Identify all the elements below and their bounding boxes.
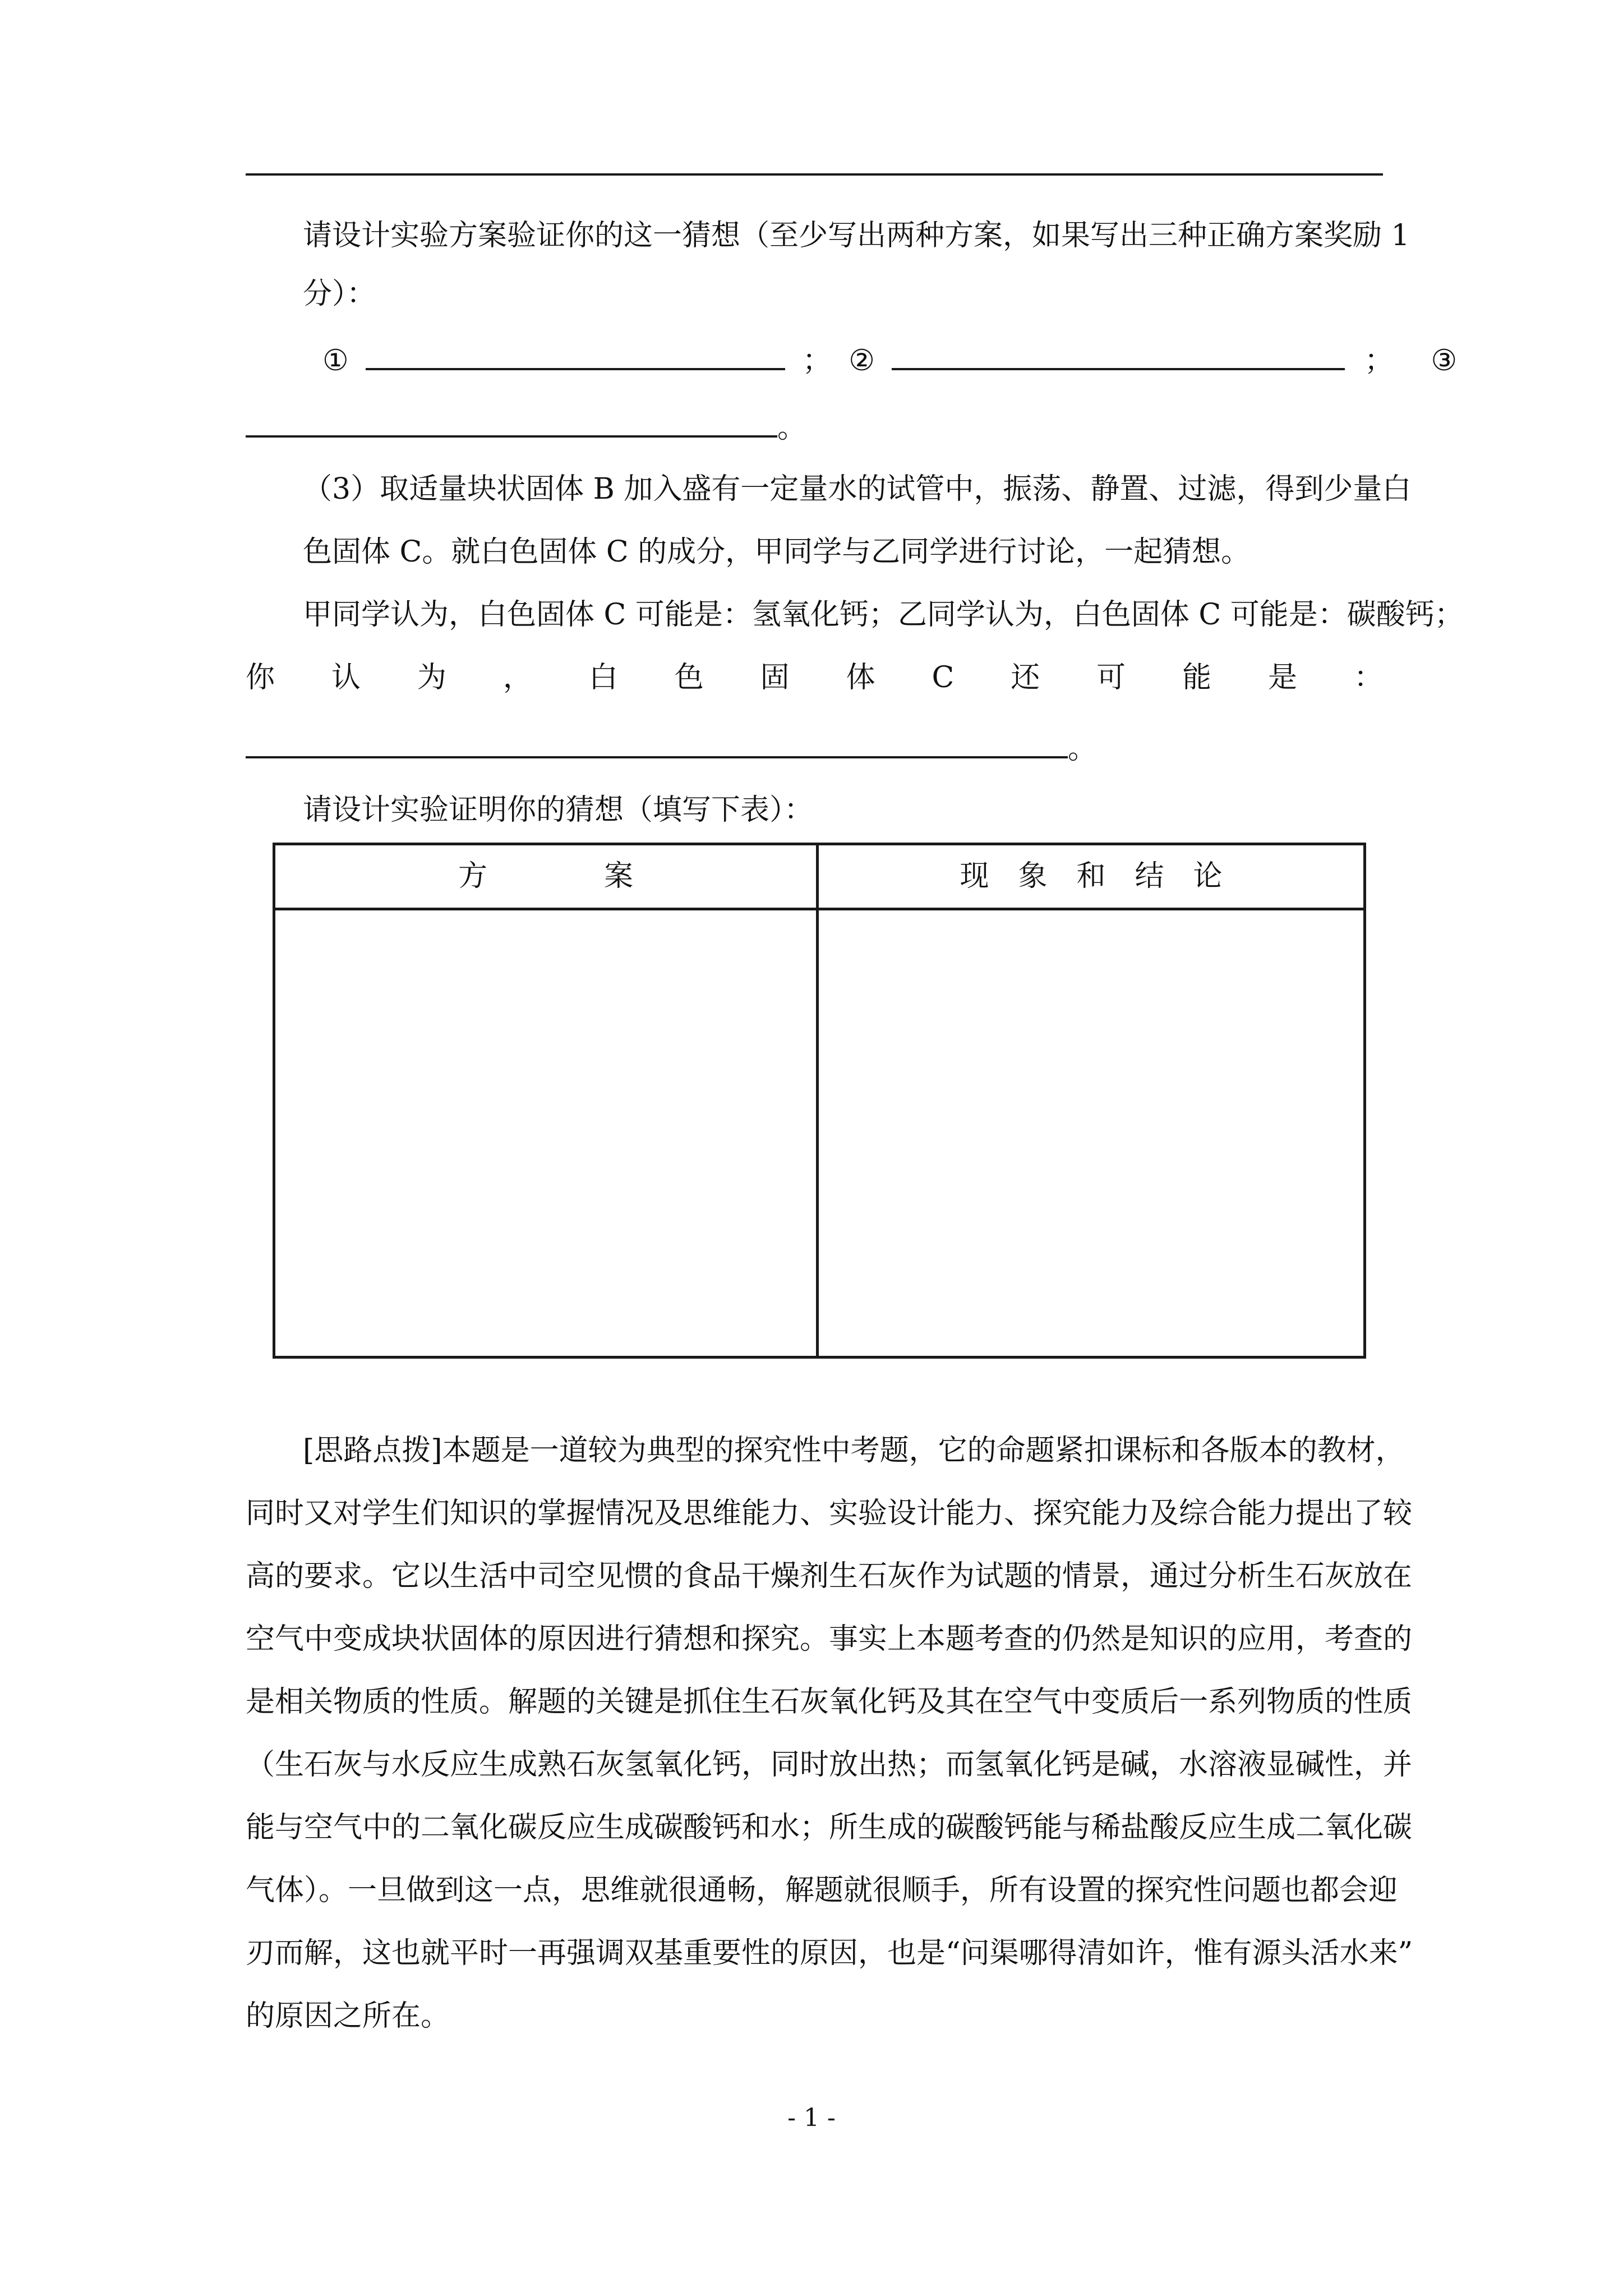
answer-blank-row-2: [246, 403, 806, 450]
marker-2: ②: [849, 344, 875, 378]
separator-2: ；: [1364, 344, 1394, 378]
design-prompt: 请设计实验证明你的猜想（填写下表）：: [303, 793, 814, 827]
q3-line-4-char: 你: [246, 661, 275, 694]
q3-line-1: （3）取适量块状固体 B 加入盛有一定量水的试管中，振荡、静置、过滤，得到少量白: [303, 472, 1412, 506]
blank-scheme-2[interactable]: [892, 335, 1345, 370]
q3-line-3: 甲同学认为，白色固体 C 可能是：氢氧化钙；乙同学认为，白色固体 C 可能是：碳酸钙；: [303, 598, 1464, 632]
q3-line-4-char: 固: [760, 661, 790, 694]
analysis-line: 空气中变成块状固体的原因进行猜想和探究。事实上本题考查的仍然是知识的应用，考查的: [246, 1622, 1413, 1656]
blank-scheme-3[interactable]: [246, 403, 777, 438]
q3-line-4-char: 是: [1268, 661, 1298, 694]
q3-line-5: [246, 724, 1097, 771]
header-result: 现 象 和 结 论: [960, 859, 1223, 893]
q3-line-5-end: 。: [1068, 732, 1098, 766]
q3-line-4-char: 白: [588, 661, 618, 694]
q3-line-2: 色固体 C。就白色固体 C 的成分，甲同学与乙同学进行讨论，一起猜想。: [303, 535, 1251, 569]
answer-blanks-row: [322, 335, 1457, 383]
cell-scheme[interactable]: [275, 910, 816, 1356]
intro-line-2: 分）：: [303, 277, 376, 311]
marker-3: ③: [1431, 344, 1458, 378]
analysis-line: [思路点拨]本题是一道较为典型的探究性中考题，它的命题紧扣课标和各版本的教材，: [303, 1434, 1405, 1467]
analysis-line: 同时又对学生们知识的掌握情况及思维能力、实验设计能力、探究能力及综合能力提出了较: [246, 1497, 1413, 1530]
blank-scheme-1[interactable]: [366, 335, 785, 370]
analysis-line: 的原因之所在。: [246, 1999, 450, 2033]
analysis-line: （生石灰与水反应生成熟石灰氢氧化钙，同时放出热；而氢氧化钙是碱，水溶液显碱性，并: [246, 1748, 1413, 1782]
q3-line-4-char: 可: [1096, 661, 1126, 694]
q3-line-4-char: C: [932, 661, 955, 694]
q3-line-4-char: 色: [674, 661, 704, 694]
separator-1: ；: [802, 344, 832, 378]
analysis-line: 气体）。一旦做到这一点，思维就很通畅，解题就很顺手，所有设置的探究性问题也都会迎: [246, 1874, 1398, 1907]
table-header-row: [275, 845, 1363, 910]
q3-line-4: [246, 655, 1383, 700]
analysis-line: 能与空气中的二氧化碳反应生成碳酸钙和水；所生成的碳酸钙能与稀盐酸反应生成二氧化碳: [246, 1811, 1413, 1844]
analysis-line: 高的要求。它以生活中司空见惯的食品干燥剂生石灰作为试题的情景，通过分析生石灰放在: [246, 1559, 1413, 1593]
q3-line-4-char: 认: [331, 661, 361, 694]
experiment-table: [273, 843, 1366, 1359]
intro-line-1: 请设计实验方案验证你的这一猜想（至少写出两种方案，如果写出三种正确方案奖励 1: [303, 219, 1410, 252]
marker-1: ①: [322, 344, 349, 378]
end-mark: 。: [777, 411, 807, 445]
header-scheme: 方 案: [458, 859, 633, 893]
q3-line-4-char: 能: [1182, 661, 1212, 694]
q3-line-4-char: ，: [502, 661, 532, 694]
analysis-line: 是相关物质的性质。解题的关键是抓住生石灰氧化钙及其在空气中变质后一系列物质的性质: [246, 1685, 1413, 1719]
q3-line-4-char: 体: [846, 661, 875, 694]
analysis-line: 刃而解，这也就平时一再强调双基重要性的原因，也是“问渠哪得清如许，惟有源头活水来”: [246, 1936, 1413, 1970]
cell-result[interactable]: [819, 910, 1363, 1356]
blank-guess-c[interactable]: [246, 724, 1068, 758]
q3-line-4-char: ：: [1353, 661, 1383, 694]
q3-line-4-char: 还: [1011, 661, 1040, 694]
q3-line-4-char: 为: [417, 661, 446, 694]
page-number: - 1 -: [787, 2104, 836, 2132]
header-rule: [246, 173, 1383, 176]
